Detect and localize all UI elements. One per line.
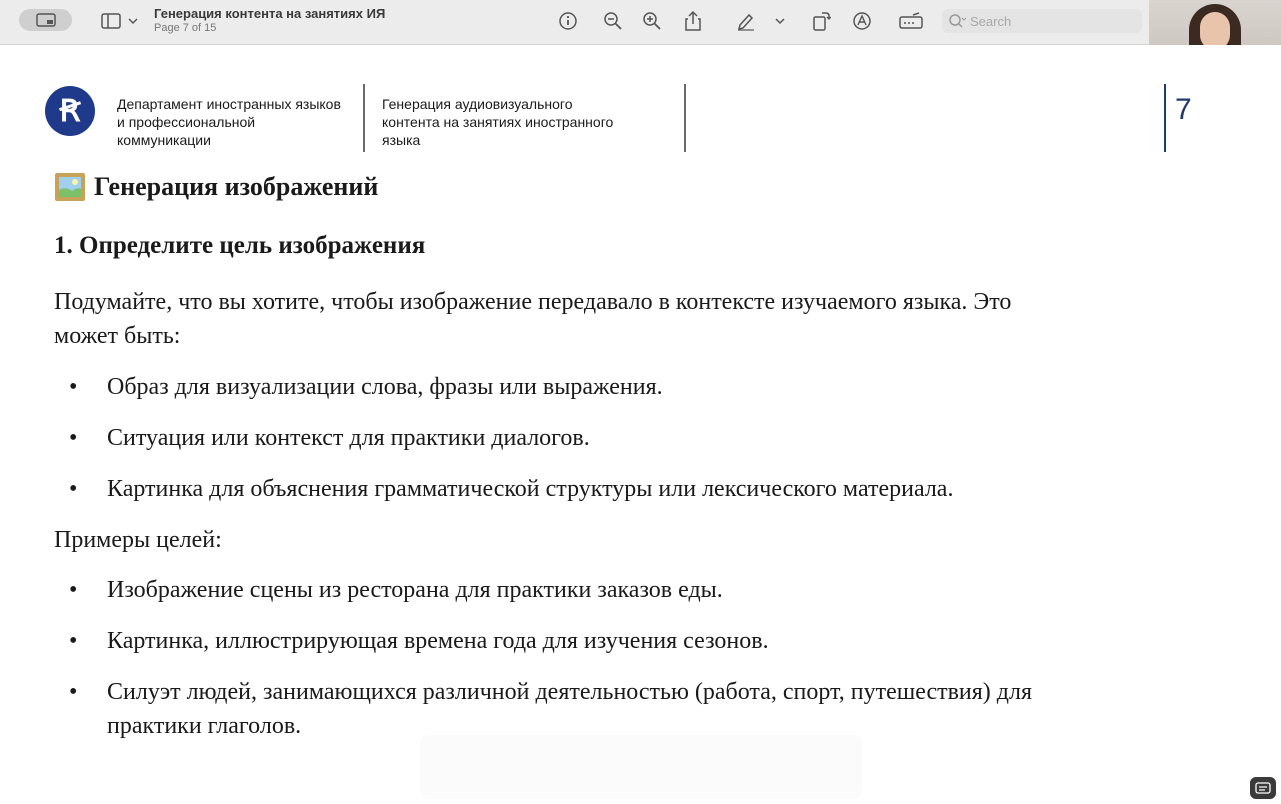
- pen-icon: [736, 11, 756, 31]
- markup-button[interactable]: [735, 10, 757, 32]
- topic-line: контента на занятиях иностранного: [382, 114, 614, 130]
- page-number-divider: [1164, 84, 1166, 152]
- form-icon: [898, 11, 924, 31]
- slide-title-text: Генерация изображений: [94, 172, 379, 201]
- list-item: • Образ для визуализации слова, фразы или выражения.: [69, 374, 663, 400]
- chevron-down-icon: [774, 16, 786, 26]
- search-field[interactable]: [942, 9, 1142, 33]
- topic-name: [382, 95, 613, 149]
- department-name: [117, 95, 341, 149]
- zoom-out-button[interactable]: [602, 10, 624, 32]
- intro-paragraph: [54, 285, 1011, 353]
- header-divider: [684, 84, 686, 152]
- intro-line: может быть:: [54, 323, 181, 349]
- department-line: и профессиональной: [117, 114, 256, 130]
- sidebar-toggle-button[interactable]: [100, 11, 140, 31]
- page-indicator: Page 7 of 15: [154, 22, 217, 34]
- toolbar: [0, 0, 1281, 45]
- intro-line: Подумайте, что вы хотите, чтобы изображение передавало в контексте изучаемого языка. Это: [54, 289, 1012, 315]
- hidden-overlay: [420, 735, 862, 799]
- rotate-button[interactable]: [810, 9, 832, 33]
- zoom-in-button[interactable]: [641, 10, 663, 32]
- list-item: • Изображение сцены из ресторана для практики заказов еды.: [69, 577, 723, 603]
- zoom-in-icon: [642, 11, 662, 31]
- rotate-icon: [811, 10, 831, 32]
- list-item-text: практики глаголов.: [107, 713, 302, 739]
- section-heading: 1. Определите цель изображения: [54, 232, 426, 259]
- sidebar-view-button[interactable]: [19, 9, 72, 31]
- annotate-icon: [852, 11, 872, 31]
- header-divider: [363, 84, 365, 152]
- sidebar-view-icon: [36, 13, 56, 27]
- framed-picture-icon: [54, 172, 86, 202]
- search-icon: [948, 13, 966, 29]
- hse-logo: Ꞧ: [45, 86, 95, 136]
- info-icon: [558, 11, 578, 31]
- examples-label: Примеры целей:: [54, 527, 222, 553]
- share-icon: [683, 10, 703, 32]
- search-placeholder: Search: [970, 14, 1012, 29]
- list-item: • Силуэт людей, занимающихся различной деятельностью (работа, спорт, путешествия) для практики глаголов.: [107, 675, 1032, 743]
- list-item-text: Силуэт людей, занимающихся различной деятельностью (работа, спорт, путешествия) для: [107, 679, 1033, 705]
- sidebar-icon: [100, 11, 140, 31]
- document-title: Генерация контента на занятиях ИЯ: [154, 6, 386, 21]
- list-item-text: Картинка для объяснения грамматической структуры или лексического материала.: [107, 476, 954, 502]
- share-button[interactable]: [682, 9, 704, 33]
- zoom-out-icon: [603, 11, 623, 31]
- list-item: • Картинка для объяснения грамматической структуры или лексического материала.: [69, 476, 954, 502]
- info-button[interactable]: [557, 10, 579, 32]
- topic-line: языка: [382, 132, 421, 148]
- department-line: Департамент иностранных языков: [117, 96, 341, 112]
- slide-page-number: 7: [1175, 93, 1192, 126]
- list-item: • Ситуация или контекст для практики диалогов.: [69, 425, 590, 451]
- captions-button[interactable]: [1250, 777, 1276, 799]
- list-item-text: Изображение сцены из ресторана для практики заказов еды.: [107, 577, 723, 603]
- list-item-text: Картинка, иллюстрирующая времена года для изучения сезонов.: [107, 628, 769, 654]
- topic-line: Генерация аудиовизуального: [382, 96, 573, 112]
- list-item-text: Ситуация или контекст для практики диалогов.: [107, 425, 590, 451]
- form-fill-button[interactable]: [897, 10, 925, 32]
- list-item-text: Образ для визуализации слова, фразы или выражения.: [107, 374, 663, 400]
- captions-icon: [1250, 777, 1276, 799]
- annotate-button[interactable]: [851, 10, 873, 32]
- department-line: коммуникации: [117, 132, 211, 148]
- list-item: • Картинка, иллюстрирующая времена года для изучения сезонов.: [69, 628, 769, 654]
- markup-options-button[interactable]: [772, 12, 788, 30]
- slide-title: [54, 172, 378, 202]
